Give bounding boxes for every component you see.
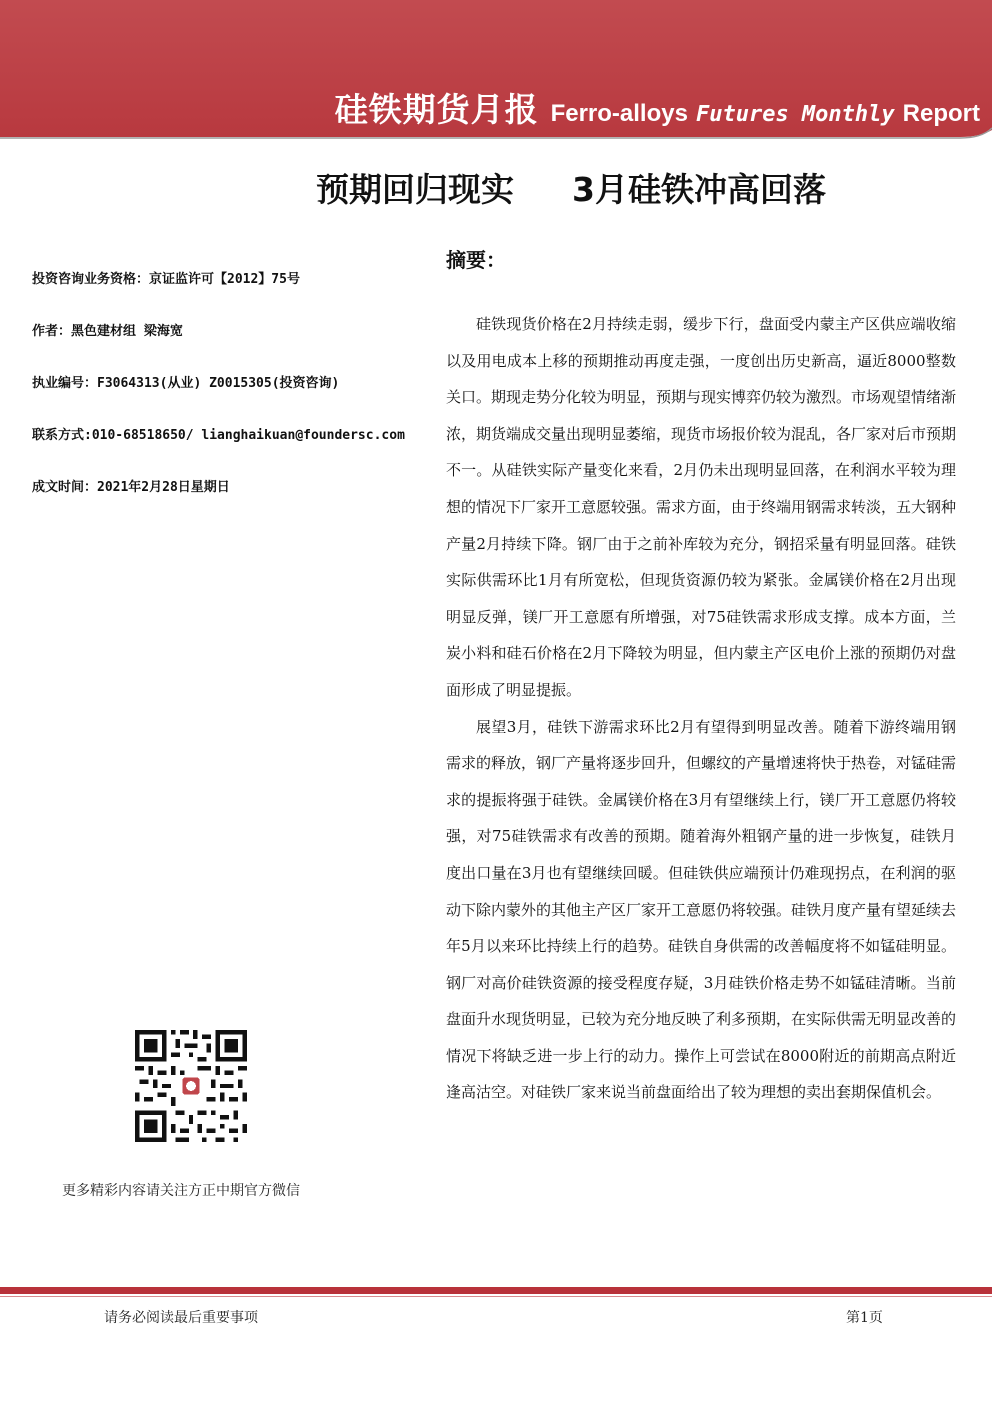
meta-info (32, 270, 422, 530)
contact-line: 联系方式:010-68518650/ lianghaikuan@foundersc.com (32, 428, 405, 443)
license-line: 执业编号：F3064313(从业) Z0015305(投资咨询) (32, 376, 340, 391)
footer-divider (0, 1287, 992, 1294)
qualification-line: 投资咨询业务资格：京证监许可【2012】75号 (32, 272, 300, 287)
main-title (0, 164, 992, 211)
footer-notice: 请务必阅读最后重要事项 (104, 1310, 258, 1326)
report-title-en-3: Report (902, 100, 980, 127)
report-title-en-1: Ferro-alloys (550, 100, 688, 127)
header-banner (0, 0, 992, 140)
footer-divider-thin (0, 1296, 992, 1297)
qr-caption: 更多精彩内容请关注方正中期官方微信 (62, 1183, 300, 1199)
wechat-qr-code (135, 1030, 247, 1142)
main-title-part1: 预期回归现实 (316, 170, 515, 209)
summary-body (446, 306, 956, 1111)
summary-heading: 摘要： (446, 248, 506, 272)
report-title-cn: 硅铁期货月报 (334, 90, 539, 129)
summary-paragraph: 硅铁现货价格在2月持续走弱，缓步下行，盘面受内蒙主产区供应端收缩以及用电成本上移的预期推动再度走强，一度创出历史新高，逼近8000整数关口。期现走势分化较为明显，预期与现实博弈仍较为激烈。市场观望情绪渐浓，期货端成交量出现明显萎缩，现货市场报价较为混乱，各厂家对后市预期不一。从硅铁实际产量变化来看，2月仍未出现明显回落，在利润水平较为理想的情况下厂家开工意愿较强。需求方面，由于终端用钢需求转淡，五大钢种产量2月持续下降。钢厂由于之前补库较为充分，钢招采量有明显回落。硅铁实际供需环比1月有所宽松，但现货资源仍较为紧张。金属镁价格在2月出现明显反弹，镁厂开工意愿有所增强，对75硅铁需求形成支撑。成本方面，兰炭小料和硅石价格在2月下降较为明显，但内蒙主产区电价上涨的预期仍对盘面形成了明显提振。 (446, 315, 957, 699)
report-title-en-2: Futures Monthly (695, 102, 895, 127)
author-line: 作者：黑色建材组 梁海宽 (32, 324, 183, 339)
summary-paragraph: 展望3月，硅铁下游需求环比2月有望得到明显改善。随着下游终端用钢需求的释放，钢厂产量将逐步回升，但螺纹的产量增速将快于热卷，对锰硅需求的提振将强于硅铁。金属镁价格在3月有望继续上行，镁厂开工意愿仍将较强，对75硅铁需求有改善的预期。随着海外粗钢产量的进一步恢复，硅铁月度出口量在3月也有望继续回暖。但硅铁供应端预计仍难现拐点，在利润的驱动下除内蒙外的其他主产区厂家开工意愿仍将较强。硅铁月度产量有望延续去年5月以来环比持续上行的趋势。硅铁自身供需的改善幅度将不如锰硅明显。钢厂对高价硅铁资源的接受程度存疑，3月硅铁价格走势不如锰硅清晰。当前盘面升水现货明显，已较为充分地反映了利多预期，在实际供需无明显改善的情况下将缺乏进一步上行的动力。操作上可尝试在8000附近的前期高点附近逢高沽空。对硅铁厂家来说当前盘面给出了较为理想的卖出套期保值机会。 (446, 717, 957, 1102)
report-title (335, 84, 980, 131)
page-number: 第1页 (846, 1310, 883, 1326)
main-title-part2: 3月硅铁冲高回落 (572, 170, 826, 209)
date-line: 成文时间：2021年2月28日星期日 (32, 480, 230, 495)
